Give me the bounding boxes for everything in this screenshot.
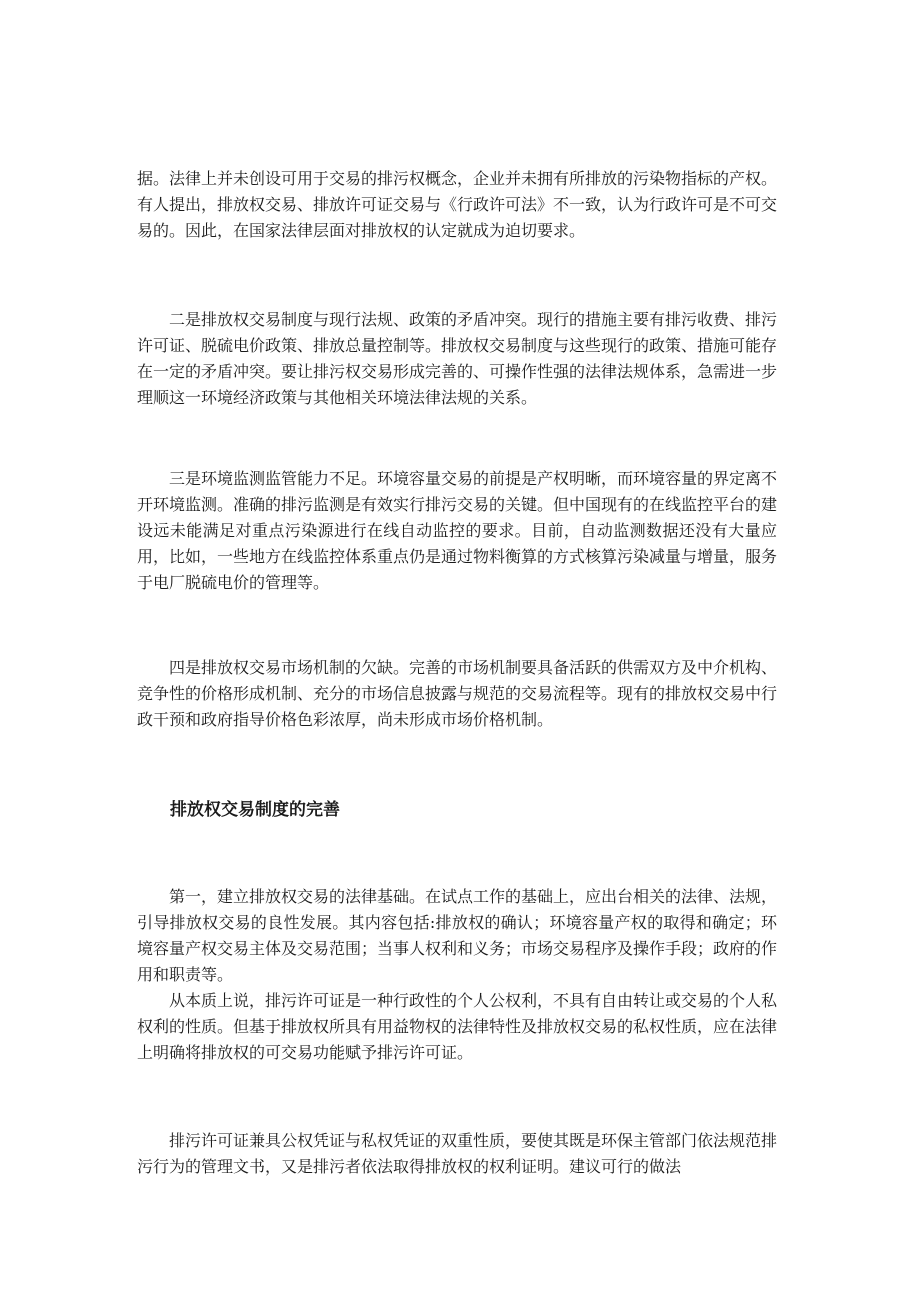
- section-heading: 排放权交易制度的完善: [170, 800, 340, 820]
- paragraph-1: 据。法律上并未创设可用于交易的排污权概念，企业并未拥有所排放的污染物指标的产权。有人提出，排放权交易、排放许可证交易与《行政许可法》不一致，认为行政许可是不可交易的。因此，在国家法律层面对排放权的认定就成为迫切要求。: [137, 169, 778, 240]
- paragraph-7: 排污许可证兼具公权凭证与私权凭证的双重性质，要使其既是环保主管部门依法规范排污行为的管理文书，又是排污者依法取得排放权的权利证明。建议可行的做法: [137, 1131, 778, 1176]
- paragraph-3: 三是环境监测监管能力不足。环境容量交易的前提是产权明晰，而环境容量的界定离不开环境监测。准确的排污监测是有效实行排污交易的关键。但中国现有的在线监控平台的建设远未能满足对重点污染源进行在线自动监控的要求。目前，自动监测数据还没有大量应用，比如，一些地方在线监控体系重点仍是通过物料衡算的方式核算污染减量与增量，服务于电厂脱硫电价的管理等。: [137, 469, 778, 592]
- paragraph-5: 第一，建立排放权交易的法律基础。在试点工作的基础上，应出台相关的法律、法规，引导排放权交易的良性发展。其内容包括:排放权的确认；环境容量产权的取得和确定；环境容量产权交易主体及交易范围；当事人权利和义务；市场交易程序及操作手段；政府的作用和职责等。: [137, 887, 778, 984]
- paragraph-4: 四是排放权交易市场机制的欠缺。完善的市场机制要具备活跃的供需双方及中介机构、竞争性的价格形成机制、充分的市场信息披露与规范的交易流程等。现有的排放权交易中行政干预和政府指导价格色彩浓厚，尚未形成市场价格机制。: [137, 658, 778, 729]
- paragraph-6: 从本质上说，排污许可证是一种行政性的个人公权利，不具有自由转让或交易的个人私权利的性质。但基于排放权所具有用益物权的法律特性及排放权交易的私权性质，应在法律上明确将排放权的可交易功能赋予排污许可证。: [137, 991, 778, 1062]
- paragraph-2: 二是排放权交易制度与现行法规、政策的矛盾冲突。现行的措施主要有排污收费、排污许可证、脱硫电价政策、排放总量控制等。排放权交易制度与这些现行的政策、措施可能存在一定的矛盾冲突。要让排污权交易形成完善的、可操作性强的法律法规体系，急需进一步理顺这一环境经济政策与其他相关环境法律法规的关系。: [137, 310, 778, 407]
